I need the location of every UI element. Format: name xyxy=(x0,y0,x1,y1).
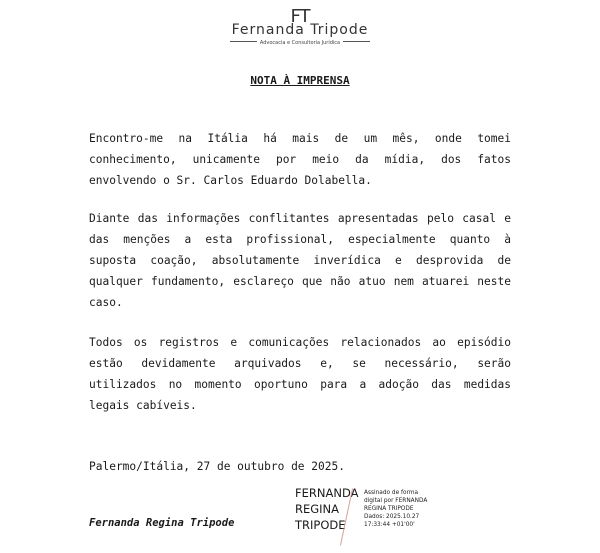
digital-signature-info-line: digital por FERNANDA xyxy=(364,498,428,504)
digital-signature-info-line: REGINA TRIPODE xyxy=(364,506,414,512)
paragraph-2: Diante das informações conflitantes apresentadas pelo casal e das menções a esta profissional, especialmente quanto à suposta coação, absolutamente inverídica e desprovida de qualquer fundamento, esclareço que não atuo nem atuarei neste caso. xyxy=(89,212,511,309)
digital-signature-name-line: REGINA xyxy=(295,502,340,516)
digital-signature-info-line: Dados: 2025.10.27 xyxy=(364,514,420,520)
digital-signature-name-line: TRIPODE xyxy=(295,518,346,532)
digital-signature-info-line: Assinado de forma xyxy=(364,490,419,496)
digital-signature-name-line: FERNANDA xyxy=(295,486,359,500)
digital-signature-info-line: 17:33:44 +01'00' xyxy=(364,522,415,528)
place-date: Palermo/Itália, 27 de outubro de 2025. xyxy=(89,460,345,473)
paragraph-3: Todos os registros e comunicações relacionados ao episódio estão devidamente arquivados e, se necessário, serão utilizados no momento oportuno para a adoção das medidas legais cabíveis. xyxy=(89,336,511,412)
signer-name: Fernanda Regina Tripode xyxy=(89,517,235,529)
document-title: NOTA À IMPRENSA xyxy=(250,74,350,87)
letterhead-subtitle xyxy=(0,40,600,46)
digital-signature-info xyxy=(364,489,474,529)
letterhead-name: Fernanda Tripode xyxy=(231,22,369,38)
letterhead-subtitle-text: Advocacia e Consultoria Jurídica xyxy=(257,40,343,46)
paragraph-1: Encontro-me na Itália há mais de um mês, onde tomei conhecimento, unicamente por meio da mídia, dos fatos envolvendo o Sr. Carlos Eduardo Dolabella. xyxy=(89,132,511,187)
letterhead-monogram: FT xyxy=(290,6,310,27)
digital-signature-name xyxy=(295,485,365,533)
